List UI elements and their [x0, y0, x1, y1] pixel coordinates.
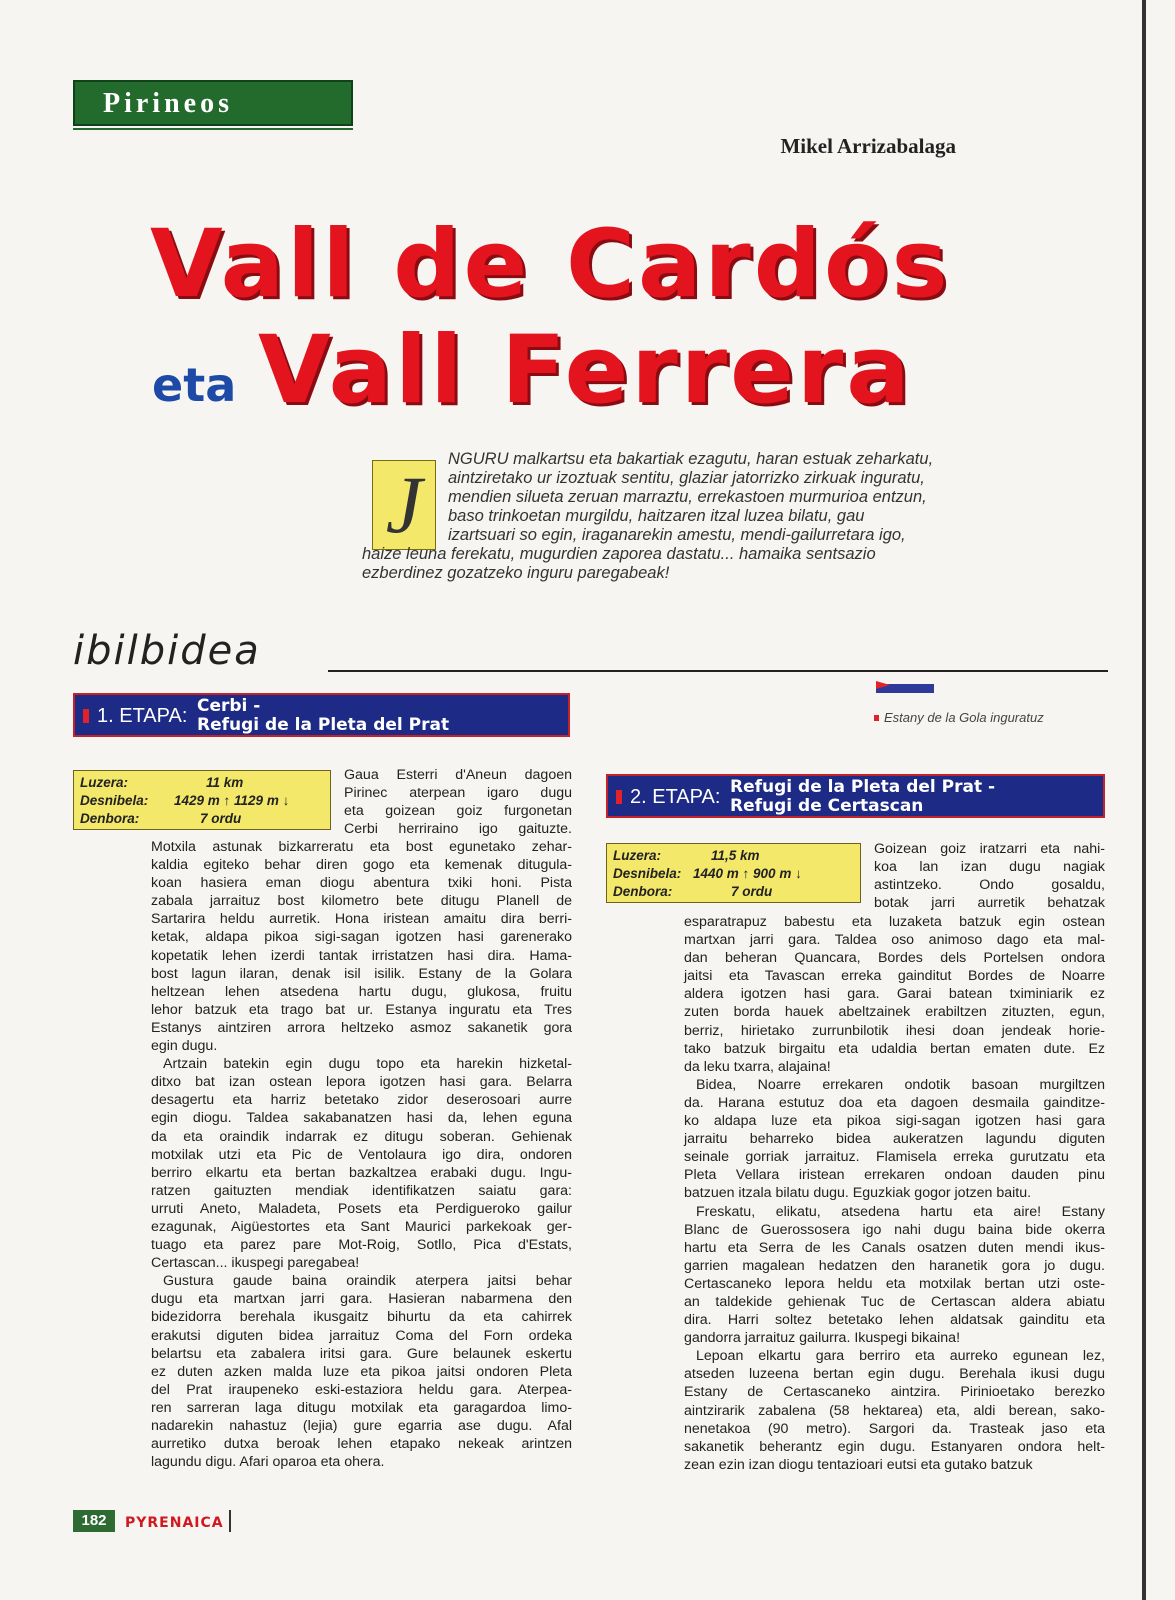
stage-1-name-2: Refugi de la Pleta del Prat — [197, 715, 450, 735]
text-line: ez duten azken malda luze eta pikoa jaitsi ondoren Pleta — [151, 1363, 572, 1380]
text-line: lagundu digu. Afari oparoa eta ohera. — [151, 1454, 385, 1471]
text-line: Freskatu, elikatu, atsedena hartu eta aire! Estany — [696, 1203, 1105, 1220]
text-line: aldera igotzen hasi gara. Garai batean tximiniarik ez — [684, 986, 1105, 1003]
text-line: aintzirarik zabalena (58 hektarea) eta, aldi berean, sako- — [684, 1402, 1105, 1419]
text-line: bost lagun ilaran, denak isil isilik. Estany de la Golara — [151, 965, 572, 982]
text-line: heltzean lehen atsedena hartu dugu, glukosa, fruitu — [151, 983, 572, 1000]
section-rule — [73, 128, 353, 130]
stage-1-body — [151, 838, 572, 1471]
text-line: Gustura gaude baina oraindik aterpera jaitsi behar — [163, 1273, 572, 1290]
info-label: Desnibela: — [613, 866, 682, 881]
text-line: Pirinec aterpean igaro dugu — [344, 785, 572, 802]
stage-1-intro-text — [344, 766, 572, 838]
route-heading-rule — [328, 670, 1108, 672]
text-line: koan hasiera eman diogu abentura txiki honi. Pista — [151, 875, 572, 892]
info-value: 1440 m ↑ 900 m ↓ — [693, 866, 802, 881]
intro-line: NGURU malkartsu eta bakartiak ezagutu, haran estuak zeharkatu, — [448, 450, 934, 468]
section-tag — [73, 80, 353, 126]
stage-2-intro-text — [874, 840, 1105, 912]
text-line: Blanc de Guerossosera igo nahi dugu baina bide okerra — [684, 1221, 1105, 1238]
stage-2-label: 2. ETAPA: — [630, 786, 721, 808]
text-line: dira. Harri soltez betetako lehen aldatsak gainditu eta — [684, 1312, 1105, 1329]
text-line: desagertu eta harriz betetako zidor deserosoari aurre — [151, 1092, 572, 1109]
intro-line: mendien silueta zeruan marraztu, errekastoen murmurioa entzun, — [448, 488, 927, 506]
stage-2-header — [606, 774, 1105, 818]
text-line: nenetakoa (90 metro). Sargori da. Trasteak jaso eta — [684, 1420, 1105, 1437]
text-line: ren sarreran laga ditugu motxilak eta garagardoa limo- — [151, 1399, 572, 1416]
stage-1-infobox — [73, 770, 331, 830]
text-line: Cerbi herriraino igo gaituzte. — [344, 821, 572, 838]
title-line-1: Vall de Cardós — [150, 210, 951, 319]
text-line: seinale gorriak jarraituz. Flamisela erreka gurutzatu eta — [684, 1149, 1105, 1166]
text-line: esparatrapuz babestu eta luzaketa batzuk egin ostean — [684, 914, 1105, 930]
stage-1-label: 1. ETAPA: — [97, 705, 188, 727]
info-value: 1429 m ↑ 1129 m ↓ — [174, 793, 290, 808]
info-value: 11,5 km — [711, 848, 760, 863]
text-line: zuten borda hauek abeltzainek erabiltzen zituzten, egun, — [684, 1004, 1105, 1021]
text-line: Certascan... ikuspegi paregabea! — [151, 1255, 360, 1272]
text-line: urruti Aneto, Maladeta, Posets eta Perdigueroko gailur — [151, 1200, 572, 1217]
info-label: Denbora: — [613, 884, 673, 899]
info-value: 7 ordu — [200, 811, 242, 826]
stage-1-header — [73, 693, 570, 737]
text-line: koa lan izan dugu nagiak — [874, 859, 1105, 876]
text-line: astintzeko. Ondo gosaldu, — [874, 877, 1105, 894]
text-line: berriro elkartu eta bertan bazkaltzea erabaki dugu. Ingu- — [151, 1164, 572, 1181]
info-label: Luzera: — [613, 848, 662, 863]
text-line: zabala jarraituz bost kilometro bete ditugu Planell de — [151, 893, 572, 910]
text-line: dan beheran Quancara, Bordes dels Portelsen ondora — [684, 950, 1105, 967]
page-edge — [1142, 0, 1146, 1600]
info-value: 7 ordu — [731, 884, 773, 899]
text-line: gandorra jarraituz gailurra. Ikuspegi bikaina! — [684, 1330, 961, 1347]
info-value: 11 km — [206, 775, 244, 790]
intro-line: baso trinkoetan murgildu, haitzaren itzal luzea bilatu, gau — [448, 507, 865, 525]
text-line: Gaua Esterri d'Aneun dagoen — [344, 767, 572, 783]
stage-2-infobox — [606, 843, 861, 903]
text-line: Motxila astunak bizkarreratu eta bost egunetako zehar- — [151, 839, 572, 855]
magazine-logo — [121, 1510, 231, 1532]
text-line: kaldia egiteko behar diren gogo eta kemenak ditugula- — [151, 857, 572, 874]
text-line: lehor batzuk eta trago bat ur. Estanya inguratu eta Tres — [151, 1001, 572, 1018]
text-line: da leku txarra, alajaina! — [684, 1058, 831, 1075]
info-label: Luzera: — [80, 775, 129, 790]
text-line: ratzen gaituzten mendiak identifikatzen saiatu gara: — [151, 1182, 572, 1199]
info-label: Desnibela: — [80, 793, 149, 808]
stage-1-bullet — [83, 709, 89, 723]
stage-2-name-2: Refugi de Certascan — [730, 796, 924, 816]
stage-2-name-1: Refugi de la Pleta del Prat - — [730, 777, 996, 797]
svg-text:PYRENAICA: PYRENAICA — [125, 1515, 224, 1531]
text-line: da. Harana estutuz doa eta dagoen desmaila gainditze- — [684, 1094, 1105, 1111]
text-line: ko aldapa luze eta pikoa sigi-sagan igotzen hasi gara — [684, 1113, 1105, 1130]
text-line: martxan jarri gara. Taldea oso animoso dago eta mal- — [684, 932, 1105, 949]
title-eta: eta — [152, 358, 237, 412]
text-line: atseden luzeena bertan egin dugu. Berehala ikusi dugu — [684, 1366, 1105, 1383]
text-line: del Prat iraupeneko eski-estaziora heldu gara. Aterpea- — [151, 1381, 572, 1398]
magazine-logo-mark — [121, 1510, 229, 1532]
intro-line: ezberdinez gozatzeko inguru paregabeak! — [362, 564, 670, 582]
text-line: Pleta Vellara iristean errekaren ondoan dauden pinu — [684, 1167, 1105, 1184]
text-line: Bidea, Noarre errekaren ondotik basoan murgiltzen — [696, 1076, 1105, 1093]
text-line: zean ezin izan diogu tentazioari eutsi eta gutako batzuk — [684, 1456, 1033, 1473]
intro-line: aintziretako ur izoztuak sentitu, glaziar jatorrizko zirkuak inguratu, — [448, 469, 925, 487]
text-line: bidezidorra berehala ikusgaitz bihurtu da eta cahirrek — [151, 1309, 572, 1326]
text-line: berriz, hirietako zurrunbilotik ihesi doan jendeak horie- — [684, 1022, 1105, 1039]
text-line: garrien magalean hedatzen den haranetik gora jo dugu. — [684, 1257, 1105, 1274]
author-name: Mikel Arrizabalaga — [780, 134, 956, 158]
text-line: da eta oraindik indarrak ez ditugu soberan. Gehienak — [151, 1128, 572, 1145]
text-line: batzuen itzala bilatu dugu. Eguzkiak gogor jotzen baitu. — [684, 1185, 1032, 1202]
text-line: eta goizean goiz furgonetan — [344, 803, 572, 820]
text-line: an taldekide gehienak Tuc de Certascan aldera abiatu — [684, 1293, 1105, 1310]
stage-2-bullet — [616, 790, 622, 804]
caption-bullet — [874, 715, 879, 721]
stage-2-body — [684, 913, 1105, 1474]
text-line: sakanetik beherantz egin dugu. Estanyaren ondora helt- — [684, 1438, 1105, 1455]
text-line: dugu eta martxan jarri gara. Hasieran nabarmena den — [151, 1291, 572, 1308]
page-number: 182 — [73, 1510, 115, 1532]
text-line: jarraitu beharreko bidea aukeratzen lagundu diguten — [684, 1131, 1105, 1148]
text-line: Goizean goiz iratzarri eta nahi- — [874, 841, 1105, 857]
text-line: motxilak utzi eta Pic de Ventolaura igo dira, ondoren — [151, 1146, 572, 1163]
title-line-2: Vall Ferrera — [258, 316, 913, 425]
text-line: ditxo bat izan ostean lepora igotzen hasi gara. Belarra — [151, 1074, 572, 1091]
info-label: Denbora: — [80, 811, 140, 826]
text-line: belartsu eta zabalera iritsi gara. Gure belaunek eskertu — [151, 1345, 572, 1362]
arrow-icon — [876, 681, 934, 693]
text-line: Estanys aintziren arrora heltzeko asmoz sakanetik gora — [151, 1019, 572, 1036]
text-line: hartu eta Serra de les Canals osatzen duten mendi ikus- — [684, 1239, 1105, 1256]
text-line: jaitsi eta Tavascan erreka gainditut Bordes de Noarre — [684, 968, 1105, 985]
intro-line: izartsuari so egin, iraganarekin amestu, mendi-gailurretara igo, — [448, 526, 906, 544]
text-line: erakutsi diguten bidea jarraituz Coma del Forn ordeka — [151, 1327, 572, 1344]
photo-caption: Estany de la Gola inguratuz — [884, 710, 1044, 725]
text-line: botak jarri aurretik behatzak — [874, 895, 1105, 912]
text-line: tuago eta parez pare Mot-Roig, Sotllo, Pica d'Estats, — [151, 1237, 572, 1254]
drop-cap — [372, 460, 436, 550]
text-line: kopetatik lehen izerdi tantak irristatzen hasi dira. Hama- — [151, 947, 572, 964]
text-line: Artzain batekin egin dugu topo eta harekin hizketal- — [163, 1056, 572, 1073]
stage-1-name-1: Cerbi - — [197, 696, 261, 716]
text-line: tako batzuk birgaitu eta udaldia bertan ematen dute. Ez — [684, 1040, 1105, 1057]
text-line: ezagunak, Aigüestortes eta Sant Maurici parkekoak ger- — [151, 1218, 572, 1235]
text-line: Estany de Certascaneko aintzira. Pirinioetako berezko — [684, 1384, 1105, 1401]
text-line: Sartarira heldu aurretik. Hona iristean amaitu dira berri- — [151, 911, 572, 928]
section-tag-label: Pirineos — [103, 88, 233, 119]
text-line: egin dugu. — [151, 1038, 218, 1055]
route-heading: ibilbidea — [73, 628, 261, 674]
text-line: aurretiko dutxa beroak lehen etapako nekeak arintzen — [151, 1436, 572, 1453]
text-line: nadarekin nahastuz (lejia) gure egarria ase dugu. Afal — [151, 1418, 572, 1434]
drop-cap-letter: J — [385, 459, 423, 550]
text-line: egin diogu. Taldea sakabanatzen hasi da, lehen eguna — [151, 1110, 572, 1127]
text-line: Certascaneko lepora heldu eta motxilak bertan utzi oste- — [684, 1275, 1105, 1292]
text-line: ketak, aldapa pikoa sigi-sagan igotzen hasi garenerako — [151, 929, 572, 946]
intro-line: haize leuna ferekatu, mugurdien zaporea dastatu... hamaika sentsazio — [362, 545, 876, 563]
text-line: Lepoan elkartu gara berriro eta aurreko egunean lez, — [696, 1348, 1105, 1365]
